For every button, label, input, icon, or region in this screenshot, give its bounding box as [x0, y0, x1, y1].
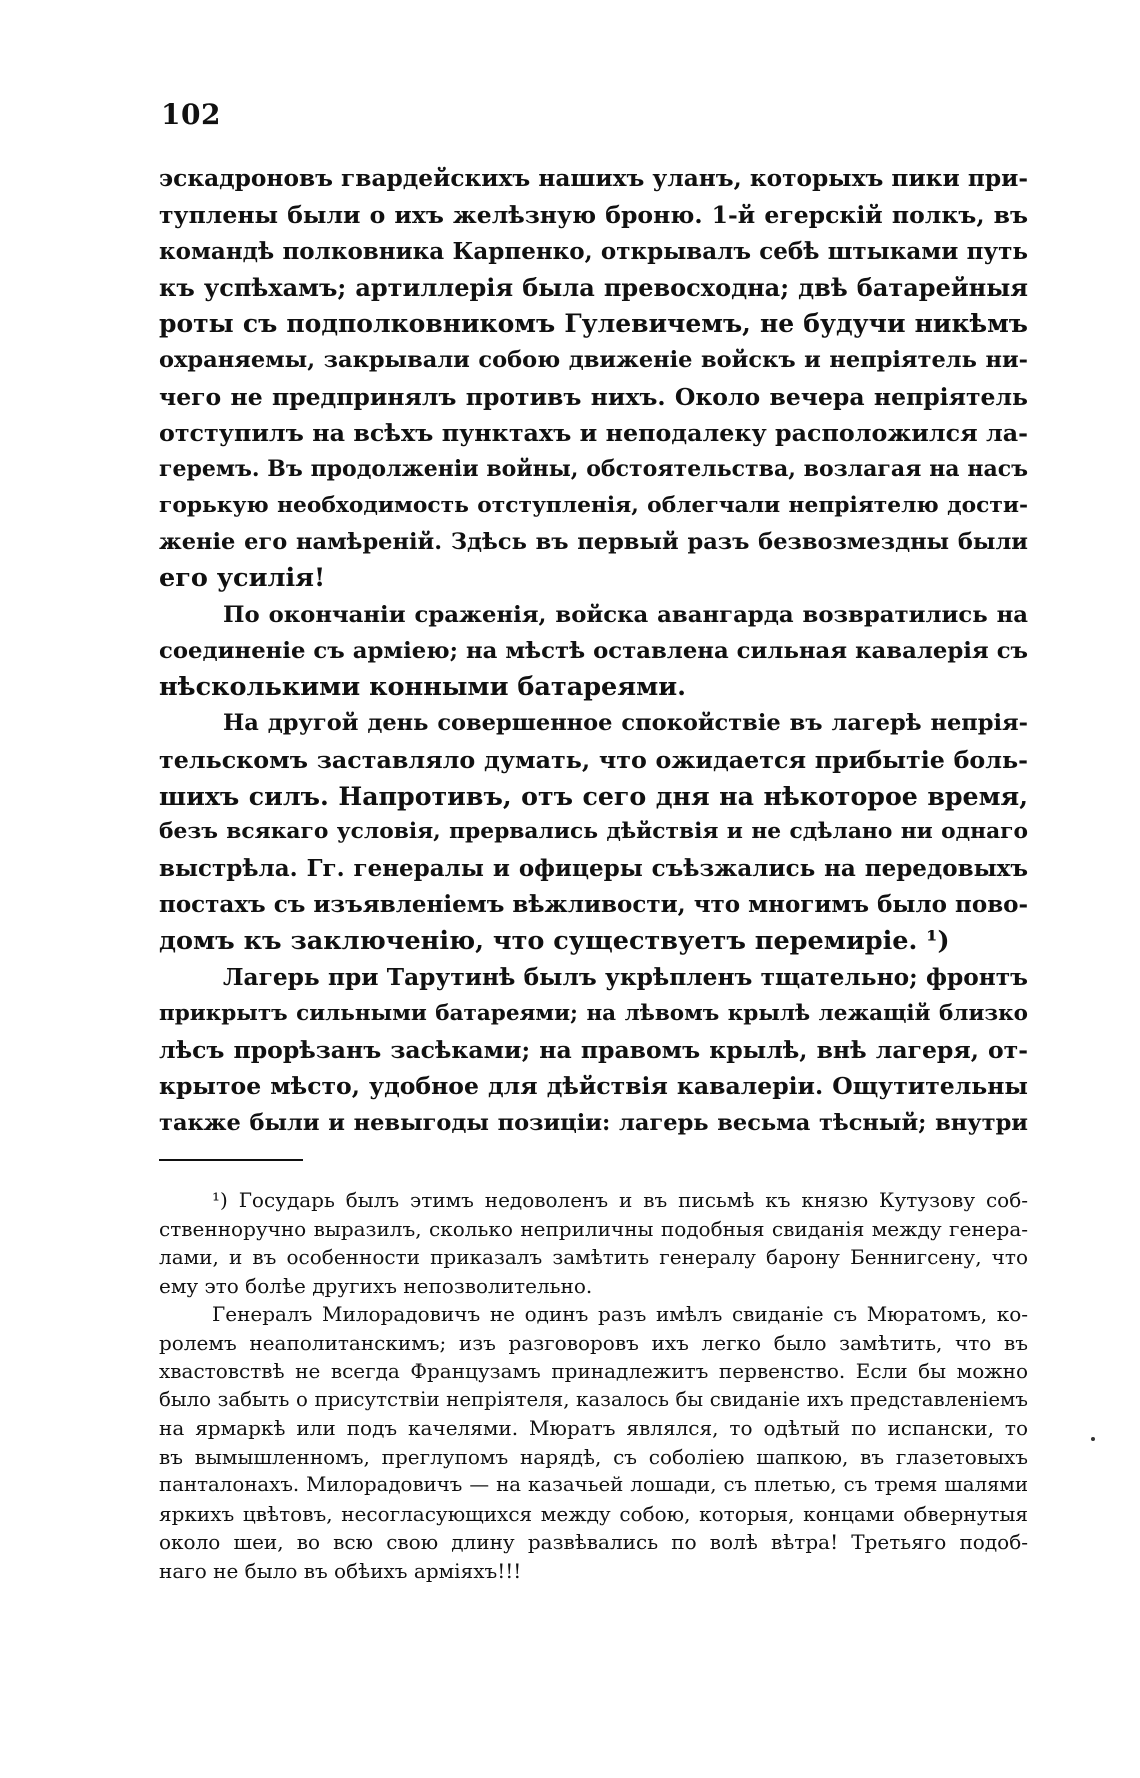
main-text-line: На другой день совершенное спокойствіе въ лагерѣ непрія- [223, 710, 1028, 737]
main-text [159, 161, 1028, 1141]
footnote-line: было забыть о присутствіи непріятеля, казалось бы свиданіе ихъ представленіемъ [159, 1387, 1028, 1411]
main-text-line: выстрѣла. Гг. генералы и офицеры съѣзжались на передовыхъ [159, 854, 1028, 882]
footnote-line: лами, и въ особенности приказалъ замѣтить генералу барону Беннигсену, что [159, 1245, 1028, 1269]
main-text-line: шихъ силъ. Напротивъ, отъ сего дня на нѣкоторое время, [159, 781, 1028, 812]
main-text-line: чего не предпринялъ противъ нихъ. Около вечера непріятель [159, 382, 1028, 411]
footnote-line: яркихъ цвѣтовъ, несогласующихся между собою, которыя, концами обвернутыя [159, 1501, 1028, 1526]
main-text-line: эскадроновъ гвардейскихъ нашихъ уланъ, которыхъ пики при- [159, 165, 1028, 192]
footnote-separator [159, 1159, 303, 1161]
main-text-line: горькую необходимость отступленія, облегчали непріятелю дости- [159, 492, 1028, 518]
main-text-line: Лагерь при Тарутинѣ былъ укрѣпленъ тщательно; фронтъ [223, 963, 1028, 991]
main-text-line: также были и невыгоды позиціи: лагерь весьма тѣсный; внутри [159, 1109, 1028, 1136]
footnote-line: Генералъ Милорадовичъ не одинъ разъ имѣлъ свиданіе съ Мюратомъ, ко- [212, 1302, 1028, 1326]
main-text-line: лѣсъ прорѣзанъ засѣками; на правомъ крылѣ, внѣ лагеря, от- [159, 1036, 1028, 1065]
footnote-line: ственноручно выразилъ, сколько неприличны подобныя свиданія между генера- [159, 1216, 1028, 1241]
footnote-line: панталонахъ. Милорадовичъ — на казачьей лошади, съ плетью, съ тремя шалями [159, 1473, 1028, 1496]
main-text-line: женіе его намѣреній. Здѣсь въ первый разъ безвозмездны были [159, 528, 1028, 555]
footnotes [159, 1186, 1028, 1585]
main-text-line: охраняемы, закрывали собою движеніе войскъ и непріятель ни- [159, 347, 1028, 374]
main-text-line: крытое мѣсто, удобное для дѣйствія кавалеріи. Ощутительны [159, 1072, 1028, 1101]
main-text-line: По окончаніи сраженія, войска авангарда возвратились на [223, 601, 1028, 628]
main-text-line: нѣсколькими конными батареями. [159, 672, 687, 703]
footnote-line: хвастовствѣ не всегда Французамъ принадлежитъ первенство. Если бы можно [159, 1359, 1028, 1383]
footnote-line: ему это болѣе другихъ непозволительно. [159, 1273, 593, 1298]
main-text-line: прикрытъ сильными батареями; на лѣвомъ крылѣ лежащій близко [159, 1000, 1028, 1026]
footnote-line: на ярмаркѣ или подъ качелями. Мюратъ являлся, то одѣтый по испански, то [159, 1416, 1028, 1440]
main-text-line: геремъ. Въ продолженіи войны, обстоятельства, возлагая на насъ [159, 456, 1028, 483]
main-text-line: соединеніе съ арміею; на мѣстѣ оставлена сильная кавалерія съ [159, 637, 1028, 664]
main-text-line: постахъ съ изъявленіемъ вѣжливости, что многимъ было пово- [159, 890, 1029, 918]
footnote-line: наго не было въ обѣихъ арміяхъ!!! [159, 1558, 522, 1583]
main-text-line: къ успѣхамъ; артиллерія была превосходна; двѣ батарейныя [159, 272, 1028, 302]
footnote-line: около шеи, во всю свою длину развѣвались по волѣ вѣтра! Третьяго подоб- [159, 1530, 1028, 1554]
footnote-line: ¹) Государь былъ этимъ недоволенъ и въ письмѣ къ князю Кутузову соб- [212, 1188, 1028, 1212]
main-text-line: роты съ подполковникомъ Гулевичемъ, не будучи никѣмъ [159, 309, 1028, 339]
main-text-line: его усилія! [159, 563, 326, 594]
main-text-line: безъ всякаго условія, прервались дѣйствія и не сдѣлано ни однаго [159, 819, 1028, 845]
main-text-line: командѣ полковника Карпенко, открывалъ себѣ штыками путь [159, 237, 1028, 265]
footnote-line: ролемъ неаполитанскимъ; изъ разговоровъ ихъ легко было замѣтить, что въ [159, 1330, 1028, 1355]
footnote-line: въ вымышленномъ, преглупомъ нарядѣ, съ соболіею шапкою, въ глазетовыхъ [159, 1444, 1028, 1469]
main-text-line: туплены были о ихъ желѣзную броню. 1-й егерскій полкъ, въ [159, 201, 1028, 230]
page-number: 102 [161, 98, 221, 131]
main-text-line: отступилъ на всѣхъ пунктахъ и неподалеку расположился ла- [159, 419, 1028, 448]
main-text-line: домъ къ заключенію, что существуетъ перемиріе. ¹) [159, 926, 950, 957]
main-text-line: тельскомъ заставляло думать, что ожидается прибытіе боль- [159, 745, 1028, 774]
scan-speck [1091, 1437, 1095, 1441]
